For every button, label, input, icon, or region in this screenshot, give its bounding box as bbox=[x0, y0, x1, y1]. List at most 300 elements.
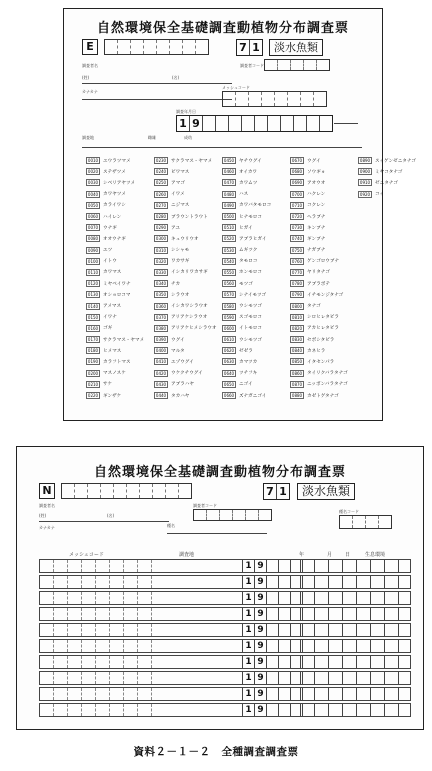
record-row[interactable] bbox=[39, 639, 411, 653]
year-prefix-digit: 1 bbox=[243, 624, 255, 636]
species-item[interactable] bbox=[222, 345, 290, 356]
date-label: 調査年月日 bbox=[176, 109, 196, 114]
species-item[interactable] bbox=[86, 356, 154, 367]
species-item[interactable] bbox=[358, 189, 416, 200]
row-date-habitat-boxes[interactable] bbox=[300, 624, 412, 636]
species-name: スイゲンゼニタナゴ bbox=[375, 158, 416, 164]
family-name-label: (姓) bbox=[82, 75, 90, 80]
survey-form-site-records bbox=[16, 446, 424, 730]
species-code: 0080 bbox=[87, 236, 99, 242]
species-item[interactable] bbox=[154, 334, 222, 345]
species-item[interactable] bbox=[86, 312, 154, 323]
species-item[interactable] bbox=[290, 155, 358, 166]
species-name: タナゴ bbox=[307, 304, 321, 310]
species-item[interactable] bbox=[290, 211, 358, 222]
species-name: イシカワシラウオ bbox=[171, 304, 208, 310]
species-code: 0840 bbox=[291, 348, 303, 354]
species-name: ブラウントラウト bbox=[171, 214, 208, 220]
species-item[interactable] bbox=[222, 233, 290, 244]
taxon-code-digit: 7 bbox=[264, 484, 277, 499]
species-item[interactable] bbox=[290, 200, 358, 211]
species-item[interactable] bbox=[290, 300, 358, 311]
species-name: カゼトゲタナゴ bbox=[307, 393, 339, 399]
species-item[interactable] bbox=[154, 166, 222, 177]
species-name: アブラボテ bbox=[307, 281, 330, 287]
species-item[interactable] bbox=[358, 166, 416, 177]
category-label: 淡水魚類 bbox=[269, 39, 323, 56]
species-code: 0560 bbox=[223, 281, 235, 287]
species-item[interactable] bbox=[222, 379, 290, 390]
species-code: 0410 bbox=[155, 359, 167, 365]
row-date-habitat-boxes[interactable] bbox=[300, 656, 412, 668]
record-row[interactable] bbox=[39, 655, 411, 669]
record-row[interactable] bbox=[39, 559, 411, 573]
species-name: オオウナギ bbox=[103, 236, 126, 242]
species-name: ツチフキ bbox=[239, 371, 258, 377]
species-name: ヒガイ bbox=[239, 225, 253, 231]
species-item[interactable] bbox=[154, 267, 222, 278]
species-code: 0310 bbox=[155, 247, 167, 253]
species-item[interactable] bbox=[154, 233, 222, 244]
species-name: カラフトマス bbox=[103, 359, 131, 365]
species-code: 0300 bbox=[155, 236, 167, 242]
mesh-code-header: メッシュコード bbox=[69, 552, 104, 558]
species-name: カマツカ bbox=[239, 359, 258, 365]
species-item[interactable] bbox=[86, 345, 154, 356]
species-item[interactable] bbox=[86, 177, 154, 188]
species-item[interactable] bbox=[86, 278, 154, 289]
year-prefix-digit: 1 bbox=[243, 560, 255, 572]
row-date-habitat-boxes[interactable] bbox=[300, 592, 412, 604]
row-date-boxes[interactable] bbox=[242, 576, 303, 588]
species-item[interactable] bbox=[86, 155, 154, 166]
name-line[interactable] bbox=[39, 521, 169, 522]
species-code-boxes[interactable] bbox=[339, 515, 392, 529]
species-item[interactable] bbox=[222, 222, 290, 233]
species-name: キュウリウオ bbox=[171, 236, 199, 242]
record-row[interactable] bbox=[39, 623, 411, 637]
record-row[interactable] bbox=[39, 591, 411, 605]
species-code: 0260 bbox=[155, 191, 167, 197]
species-code: 0170 bbox=[87, 337, 99, 343]
species-name: ミヤコタナゴ bbox=[375, 169, 403, 175]
survey-form-species-checklist bbox=[63, 8, 416, 421]
species-code: 0690 bbox=[291, 180, 303, 186]
species-code: 0150 bbox=[87, 314, 99, 320]
species-item[interactable] bbox=[154, 300, 222, 311]
species-code: 0540 bbox=[223, 258, 235, 264]
species-code: 0500 bbox=[223, 214, 235, 220]
species-item[interactable] bbox=[154, 155, 222, 166]
species-code: 0770 bbox=[291, 269, 303, 275]
species-name: カライワシ bbox=[103, 203, 126, 209]
taxon-code-digit: 1 bbox=[279, 485, 287, 498]
species-code: 0590 bbox=[223, 314, 235, 320]
species-name: ヘラブナ bbox=[307, 214, 326, 220]
species-item[interactable] bbox=[358, 177, 416, 188]
species-code: 0130 bbox=[87, 292, 99, 298]
species-item[interactable] bbox=[222, 323, 290, 334]
header-code-boxes[interactable] bbox=[104, 39, 209, 55]
row-date-boxes[interactable] bbox=[242, 592, 303, 604]
species-item[interactable] bbox=[222, 312, 290, 323]
record-row[interactable] bbox=[39, 607, 411, 621]
species-checklist bbox=[86, 155, 416, 401]
row-date-habitat-boxes[interactable] bbox=[300, 688, 412, 700]
species-item[interactable] bbox=[222, 256, 290, 267]
species-item[interactable] bbox=[154, 345, 222, 356]
survey-date-boxes[interactable] bbox=[176, 115, 333, 132]
species-name: ギンザケ bbox=[103, 393, 122, 399]
species-item[interactable] bbox=[154, 200, 222, 211]
species-item[interactable] bbox=[154, 289, 222, 300]
species-code: 0530 bbox=[223, 247, 235, 253]
year-prefix-digit: 1 bbox=[243, 640, 255, 652]
species-code: 0730 bbox=[291, 225, 303, 231]
species-item[interactable] bbox=[86, 200, 154, 211]
species-code: 0830 bbox=[291, 337, 303, 343]
species-code: 0750 bbox=[291, 247, 303, 253]
species-name: ワカサギ bbox=[171, 259, 190, 265]
species-item[interactable] bbox=[222, 267, 290, 278]
species-code: 0040 bbox=[87, 191, 99, 197]
species-name: カワバタモロコ bbox=[239, 203, 272, 209]
species-item[interactable] bbox=[290, 368, 358, 379]
species-name: ウナギ bbox=[103, 225, 117, 231]
species-code: 0460 bbox=[223, 169, 235, 175]
surveyor-label: 調査者名 bbox=[39, 503, 55, 508]
species-item[interactable] bbox=[222, 155, 290, 166]
species-item[interactable] bbox=[222, 300, 290, 311]
species-name: ビワマス bbox=[171, 169, 190, 175]
species-item[interactable] bbox=[290, 166, 358, 177]
row-mesh-code-boxes[interactable] bbox=[40, 576, 152, 588]
kana-label: カナカナ bbox=[39, 525, 55, 530]
species-name: エゾウグイ bbox=[171, 359, 194, 365]
mesh-code-boxes[interactable] bbox=[222, 91, 327, 107]
year-prefix-digit: 1 bbox=[243, 592, 255, 604]
species-name: カワマス bbox=[103, 270, 122, 276]
species-item[interactable] bbox=[86, 233, 154, 244]
species-item[interactable] bbox=[222, 189, 290, 200]
species-name: ヤチウグイ bbox=[239, 158, 262, 164]
species-code: 0340 bbox=[155, 281, 167, 287]
species-item[interactable] bbox=[86, 222, 154, 233]
species-item[interactable] bbox=[154, 245, 222, 256]
taxon-code-box bbox=[236, 39, 263, 56]
species-item[interactable] bbox=[154, 278, 222, 289]
species-code: 0440 bbox=[155, 393, 167, 399]
species-name: アオウオ bbox=[307, 180, 326, 186]
row-date-habitat-boxes[interactable] bbox=[300, 704, 412, 716]
species-code: 0400 bbox=[155, 348, 167, 354]
species-code: 0200 bbox=[87, 370, 99, 376]
year-prefix-digit: 9 bbox=[255, 624, 267, 636]
species-code: 0480 bbox=[223, 191, 235, 197]
row-mesh-code-boxes[interactable] bbox=[40, 608, 152, 620]
species-item[interactable] bbox=[358, 155, 416, 166]
species-item[interactable] bbox=[86, 256, 154, 267]
record-row[interactable] bbox=[39, 687, 411, 701]
species-name: マルタ bbox=[171, 348, 185, 354]
record-row[interactable] bbox=[39, 703, 411, 717]
species-code: 0490 bbox=[223, 202, 235, 208]
row-date-habitat-boxes[interactable] bbox=[300, 608, 412, 620]
species-name: アカヒレタビラ bbox=[307, 326, 339, 332]
species-name: セボシタビラ bbox=[307, 337, 335, 343]
species-name: ヒナモロコ bbox=[239, 214, 262, 220]
species-item[interactable] bbox=[86, 323, 154, 334]
row-mesh-code-boxes[interactable] bbox=[40, 672, 152, 684]
species-code: 0720 bbox=[291, 214, 303, 220]
surveyor-code-boxes[interactable] bbox=[264, 59, 330, 71]
species-item[interactable] bbox=[154, 177, 222, 188]
species-name: シナイモツゴ bbox=[239, 292, 267, 298]
species-item[interactable] bbox=[290, 390, 358, 401]
species-item[interactable] bbox=[222, 356, 290, 367]
species-item[interactable] bbox=[290, 189, 358, 200]
species-code: 0470 bbox=[223, 180, 235, 186]
year-prefix-digit: 9 bbox=[190, 116, 203, 131]
species-code: 0360 bbox=[155, 303, 167, 309]
year-prefix-digit: 9 bbox=[255, 640, 267, 652]
species-name-line[interactable] bbox=[167, 533, 267, 534]
species-name: ユウラツマメ bbox=[103, 158, 131, 164]
species-code: 0550 bbox=[223, 269, 235, 275]
row-mesh-code-boxes[interactable] bbox=[40, 624, 152, 636]
species-item[interactable] bbox=[222, 245, 290, 256]
species-name: アブラヒガイ bbox=[239, 236, 267, 242]
species-code: 0140 bbox=[87, 303, 99, 309]
species-code: 0350 bbox=[155, 292, 167, 298]
species-item[interactable] bbox=[154, 323, 222, 334]
species-item[interactable] bbox=[290, 177, 358, 188]
species-name: キンブナ bbox=[307, 225, 326, 231]
taxon-code-digit: 1 bbox=[252, 41, 260, 54]
year-prefix-digit: 9 bbox=[255, 576, 267, 588]
species-item[interactable] bbox=[290, 379, 358, 390]
species-item[interactable] bbox=[154, 390, 222, 401]
species-code: 0670 bbox=[291, 158, 303, 164]
species-item[interactable] bbox=[86, 189, 154, 200]
species-name: ハクレン bbox=[307, 192, 326, 198]
row-date-boxes[interactable] bbox=[242, 704, 303, 716]
species-item[interactable] bbox=[290, 323, 358, 334]
species-name: ヒメマス bbox=[103, 348, 122, 354]
species-item[interactable] bbox=[290, 267, 358, 278]
surveyor-code-label: 調査者コード bbox=[240, 63, 264, 68]
species-item[interactable] bbox=[290, 334, 358, 345]
species-item[interactable] bbox=[86, 211, 154, 222]
name-line[interactable] bbox=[82, 83, 232, 84]
species-item[interactable] bbox=[154, 211, 222, 222]
year-prefix-digit: 1 bbox=[243, 608, 255, 620]
row-date-boxes[interactable] bbox=[242, 624, 303, 636]
species-code: 0240 bbox=[155, 169, 167, 175]
species-code: 0100 bbox=[87, 258, 99, 264]
place-header: 調査地 bbox=[179, 552, 195, 558]
species-name: ハス bbox=[239, 192, 249, 198]
surveyor-label: 調査者名 bbox=[82, 63, 98, 68]
species-code: 0850 bbox=[291, 359, 303, 365]
species-item[interactable] bbox=[86, 289, 154, 300]
row-date-habitat-boxes[interactable] bbox=[300, 640, 412, 652]
species-item[interactable] bbox=[290, 345, 358, 356]
species-name: ウグイ bbox=[307, 158, 321, 164]
species-name: イシカリワカサギ bbox=[171, 270, 208, 276]
species-name: スゴモロコ bbox=[239, 315, 262, 321]
species-item[interactable] bbox=[290, 245, 358, 256]
row-date-boxes[interactable] bbox=[242, 672, 303, 684]
year-prefix-digit: 9 bbox=[255, 592, 267, 604]
figure-caption: 資料２－１－２ 全種調査調査票 bbox=[133, 746, 299, 758]
species-item[interactable] bbox=[86, 390, 154, 401]
form-letter-box: E bbox=[82, 39, 98, 55]
species-item[interactable] bbox=[222, 177, 290, 188]
species-item[interactable] bbox=[154, 222, 222, 233]
record-row[interactable] bbox=[39, 575, 411, 589]
species-item[interactable] bbox=[290, 256, 358, 267]
year-prefix-digit: 9 bbox=[255, 560, 267, 572]
species-name: ズナガニゴイ bbox=[239, 393, 267, 399]
species-name: モツゴ bbox=[239, 281, 253, 287]
species-name: サクラマス・ヤマメ bbox=[103, 337, 145, 343]
form-title: 自然環境保全基礎調査動植物分布調査票 bbox=[93, 465, 346, 480]
year-prefix-digit: 1 bbox=[243, 576, 255, 588]
year-prefix-digit: 1 bbox=[243, 704, 255, 716]
note2-label: 成幼 bbox=[184, 135, 192, 140]
row-date-boxes[interactable] bbox=[242, 608, 303, 620]
taxon-code-digit: 7 bbox=[237, 40, 250, 55]
species-code-label: 種名コード bbox=[339, 509, 359, 514]
species-item[interactable] bbox=[154, 189, 222, 200]
species-item[interactable] bbox=[222, 289, 290, 300]
species-code: 0900 bbox=[359, 169, 371, 175]
species-item[interactable] bbox=[86, 368, 154, 379]
species-code: 0520 bbox=[223, 236, 235, 242]
year-prefix-digit: 9 bbox=[255, 704, 267, 716]
species-item[interactable] bbox=[222, 166, 290, 177]
row-date-habitat-boxes[interactable] bbox=[300, 576, 412, 588]
species-code: 0430 bbox=[155, 381, 167, 387]
month-header: 月 bbox=[327, 552, 333, 558]
species-code: 0090 bbox=[87, 247, 99, 253]
species-code: 0190 bbox=[87, 359, 99, 365]
species-item[interactable] bbox=[222, 211, 290, 222]
species-item[interactable] bbox=[290, 356, 358, 367]
year-prefix-digit: 1 bbox=[243, 688, 255, 700]
surveyor-code-boxes[interactable] bbox=[193, 509, 272, 521]
species-item[interactable] bbox=[222, 368, 290, 379]
row-date-boxes[interactable] bbox=[242, 560, 303, 572]
year-header: 年 bbox=[299, 552, 305, 558]
species-item[interactable] bbox=[86, 245, 154, 256]
row-date-habitat-boxes[interactable] bbox=[300, 672, 412, 684]
species-name: ギンブナ bbox=[307, 236, 326, 242]
species-item[interactable] bbox=[222, 334, 290, 345]
row-mesh-code-boxes[interactable] bbox=[40, 688, 152, 700]
species-item[interactable] bbox=[290, 222, 358, 233]
species-code: 0800 bbox=[291, 303, 303, 309]
species-name: カネヒラ bbox=[307, 348, 326, 354]
record-row[interactable] bbox=[39, 671, 411, 685]
species-name: マスノスケ bbox=[103, 371, 126, 377]
species-name: シシャモ bbox=[171, 248, 190, 254]
species-name: イワメ bbox=[171, 192, 185, 198]
species-code: 0920 bbox=[359, 191, 371, 197]
species-name: タモロコ bbox=[239, 259, 258, 265]
species-item[interactable] bbox=[86, 300, 154, 311]
species-item[interactable] bbox=[290, 312, 358, 323]
species-item[interactable] bbox=[86, 334, 154, 345]
row-mesh-code-boxes[interactable] bbox=[40, 656, 152, 668]
species-item[interactable] bbox=[290, 278, 358, 289]
species-item[interactable] bbox=[154, 256, 222, 267]
species-item[interactable] bbox=[86, 379, 154, 390]
row-date-habitat-boxes[interactable] bbox=[300, 560, 412, 572]
species-name: イチモンジタナゴ bbox=[307, 292, 344, 298]
species-name: オショロコマ bbox=[103, 292, 131, 298]
year-prefix-digit: 9 bbox=[255, 688, 267, 700]
species-code: 0880 bbox=[291, 393, 303, 399]
species-item[interactable] bbox=[222, 200, 290, 211]
species-item[interactable] bbox=[154, 368, 222, 379]
row-mesh-code-boxes[interactable] bbox=[40, 640, 152, 652]
species-code: 0910 bbox=[359, 180, 371, 186]
place-line[interactable] bbox=[82, 147, 362, 148]
species-name: イトモロコ bbox=[239, 326, 262, 332]
species-name: ウシモツゴ bbox=[239, 337, 262, 343]
day-header: 日 bbox=[345, 552, 351, 558]
year-prefix-digit: 9 bbox=[255, 608, 267, 620]
place-label: 調査地 bbox=[82, 135, 94, 140]
species-name: カワヤツメ bbox=[103, 192, 126, 198]
species-code: 0630 bbox=[223, 359, 235, 365]
kana-line[interactable] bbox=[82, 99, 232, 100]
species-item[interactable] bbox=[222, 390, 290, 401]
species-item[interactable] bbox=[222, 278, 290, 289]
row-date-boxes[interactable] bbox=[242, 656, 303, 668]
species-name: ゼゼラ bbox=[239, 348, 253, 354]
species-item[interactable] bbox=[154, 312, 222, 323]
row-date-boxes[interactable] bbox=[242, 688, 303, 700]
species-name: イタセンパラ bbox=[307, 359, 335, 365]
species-item[interactable] bbox=[290, 289, 358, 300]
species-item[interactable] bbox=[290, 233, 358, 244]
species-name: ソウギョ bbox=[307, 169, 326, 175]
species-item[interactable] bbox=[86, 267, 154, 278]
species-item[interactable] bbox=[86, 166, 154, 177]
species-code: 0870 bbox=[291, 381, 303, 387]
species-name: イワナ bbox=[103, 315, 117, 321]
row-mesh-code-boxes[interactable] bbox=[40, 592, 152, 604]
species-code: 0070 bbox=[87, 225, 99, 231]
date-extra-line[interactable] bbox=[334, 123, 358, 124]
species-code: 0570 bbox=[223, 292, 235, 298]
row-mesh-code-boxes[interactable] bbox=[40, 704, 152, 716]
header-code-boxes[interactable] bbox=[61, 483, 192, 499]
species-item[interactable] bbox=[154, 379, 222, 390]
row-date-boxes[interactable] bbox=[242, 640, 303, 652]
species-name: アメマス bbox=[103, 304, 122, 310]
species-item[interactable] bbox=[154, 356, 222, 367]
year-prefix-digit: 9 bbox=[255, 672, 267, 684]
given-name-label: (名) bbox=[172, 75, 180, 80]
species-name: アブラハヤ bbox=[171, 382, 194, 388]
row-mesh-code-boxes[interactable] bbox=[40, 560, 152, 572]
taxon-code-box bbox=[263, 483, 290, 500]
species-code: 0110 bbox=[87, 269, 99, 275]
